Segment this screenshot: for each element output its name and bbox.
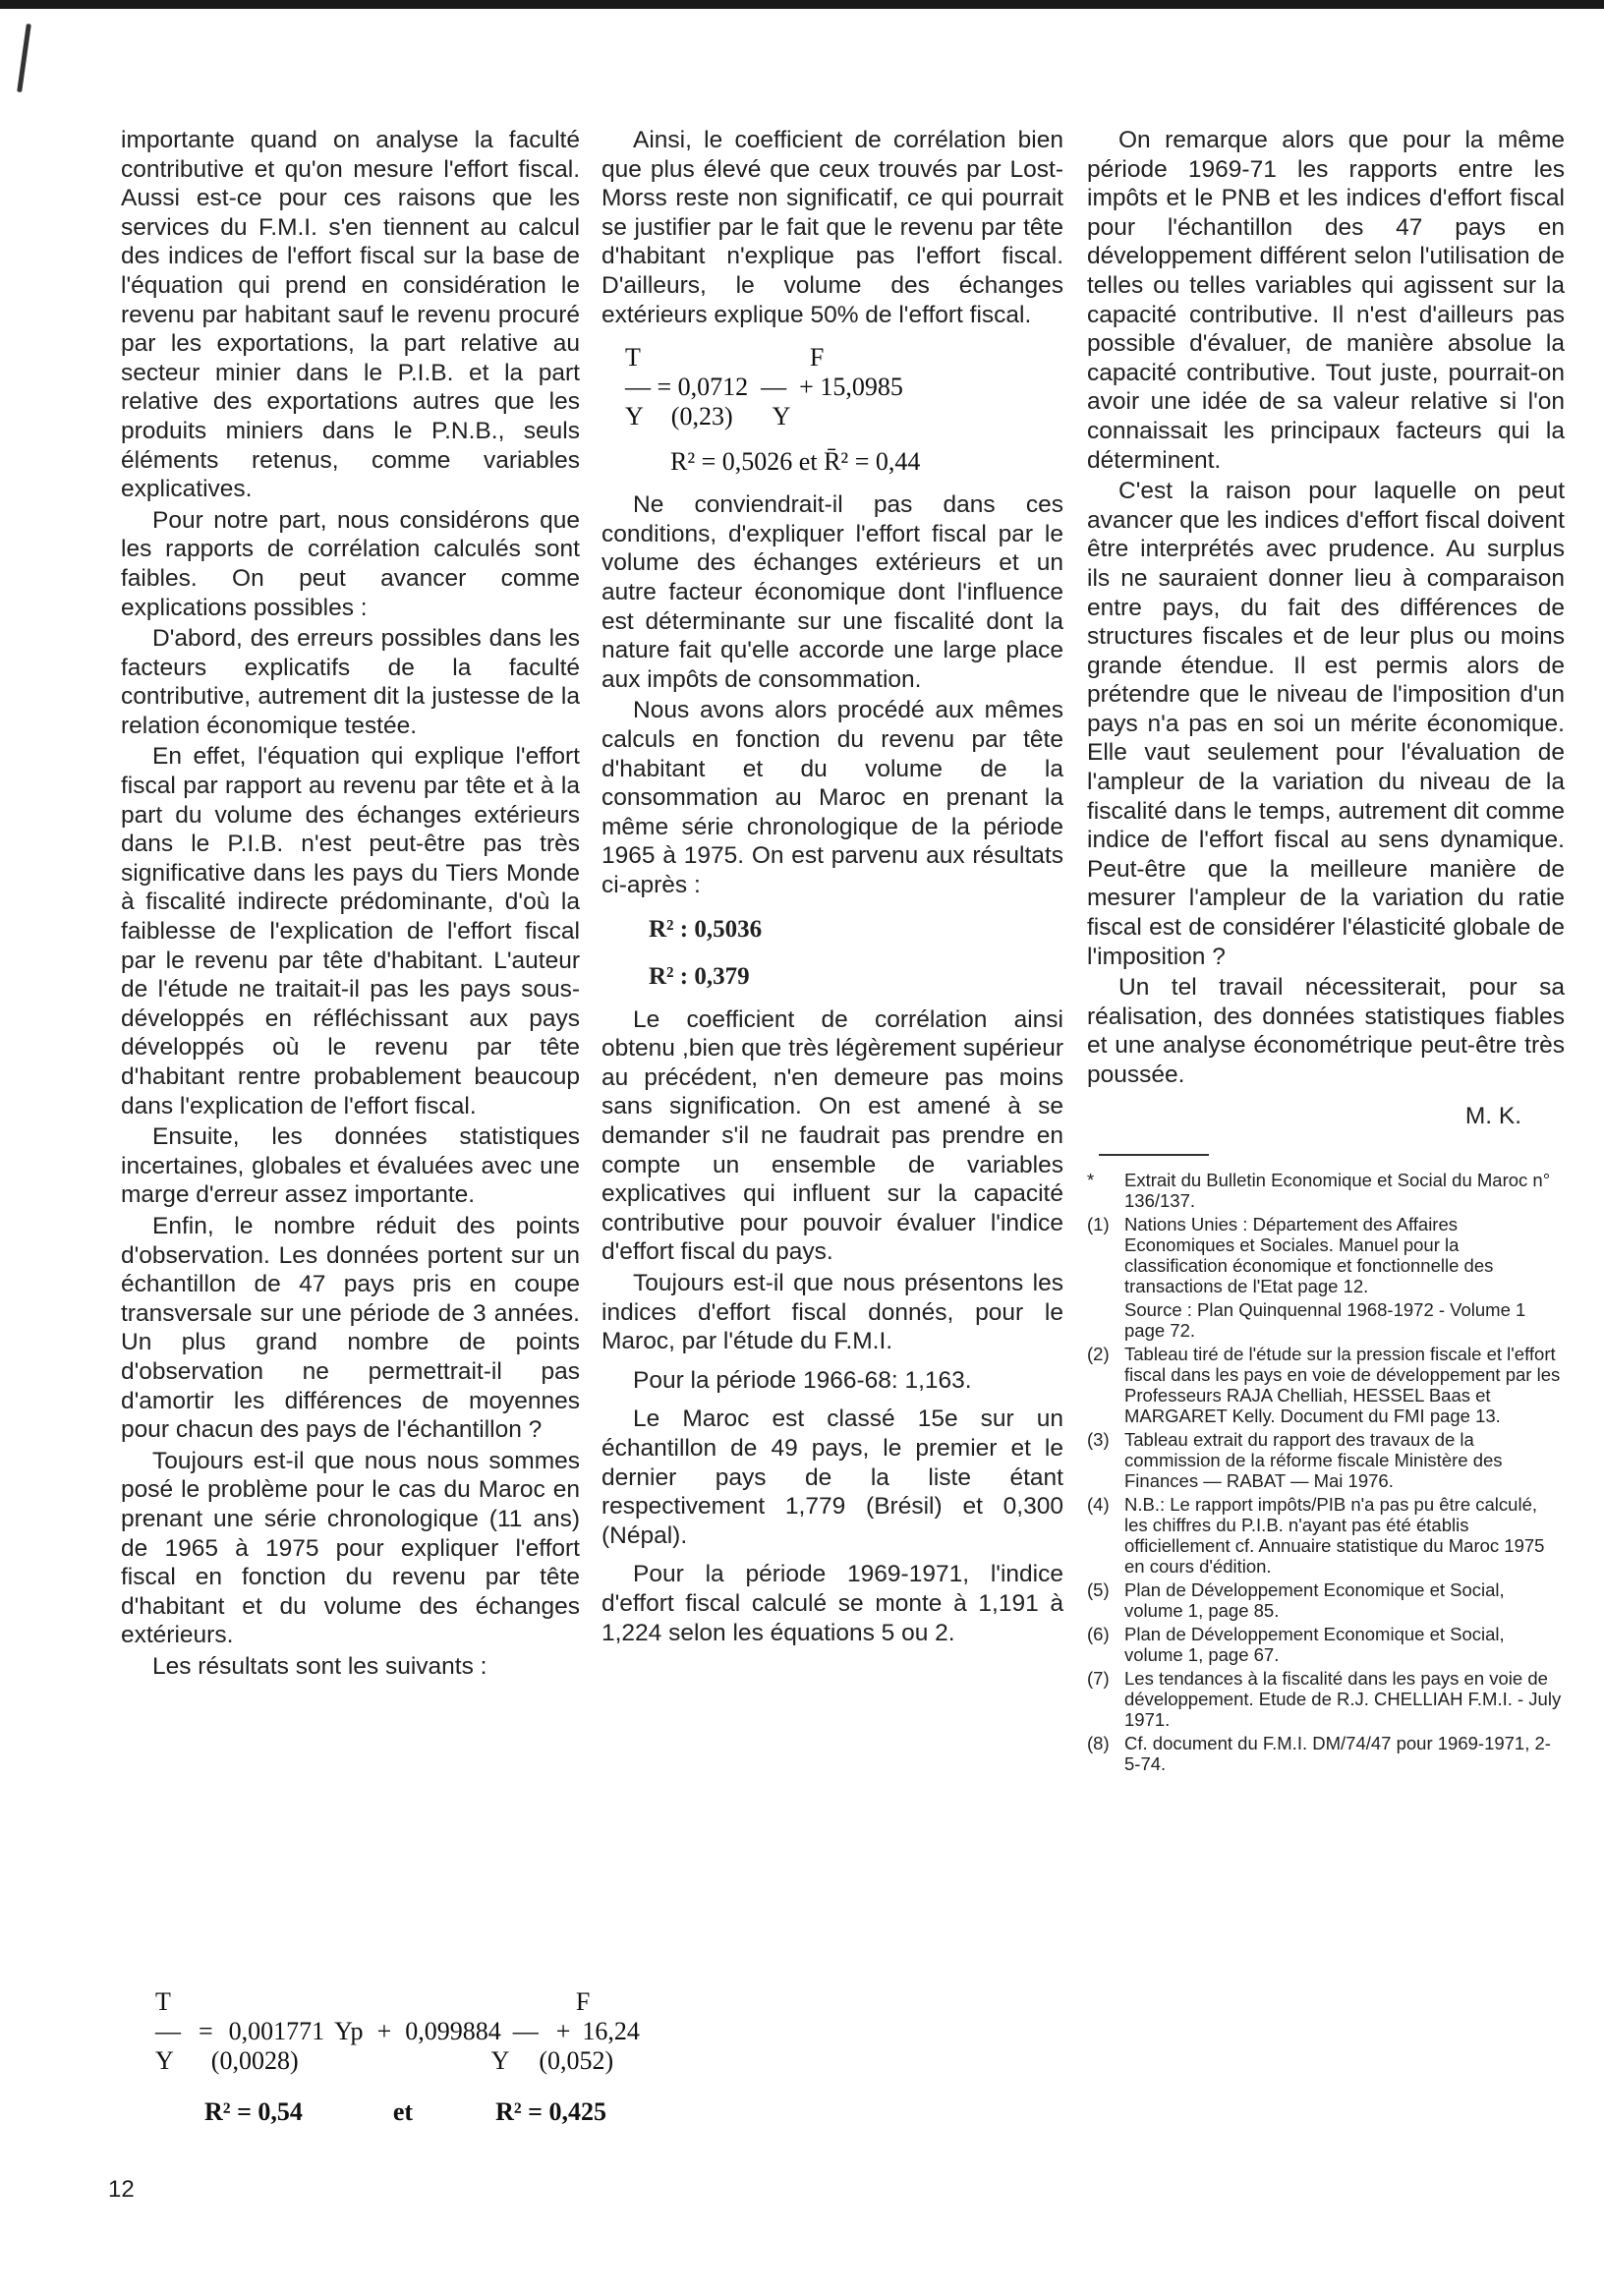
col2-paragraph-2: Ne conviendrait-il pas dans ces conditions, d'expliquer l'effort fiscal par le volume des échanges extérieurs et un autre facteur économique dont l'influence est déterminante sur une fiscalité dont la nature fait qu'elle accorde une large place aux impôts de consommation. [602,491,1063,693]
footnote-text: Plan de Développement Economique et Social, volume 1, page 67. [1124,1624,1505,1666]
eq-se-1: (0,0028) [210,2046,299,2075]
top-border [0,0,1604,9]
footnote-number: (4) [1087,1494,1110,1516]
footnote-number: * [1087,1170,1095,1191]
column-2 [602,126,1063,1647]
column-1 [121,126,580,1681]
eq-r2-1: R² = 0,54 [204,2097,303,2126]
footnote-text: Plan de Développement Economique et Social, volume 1, page 85. [1124,1579,1505,1622]
footnote-text: Tableau tiré de l'étude sur la pression fiscale et l'effort fiscal dans les pays en voie de développement par les Professeurs RAJA Chelliah, HESSEL Baas et MARGARET Kelly. Document du FMI page 13. [1124,1344,1561,1427]
col1-paragraph-4: En effet, l'équation qui explique l'effort fiscal par rapport au revenu par tête et à la part du volume des échanges extérieurs dans le P.I.B. n'est peut-être pas très significative dans les pays du Tiers Monde à fiscalité indirecte prédominante, d'où la faiblesse de l'explication de l'effort fiscal par le revenu par tête d'habitant. L'auteur de l'étude ne traitait-il pas les pays sous-développés en réfléchissant aux pays développés où le revenu par tête d'habitant rentre probablement beaucoup dans l'explication de l'effort fiscal. [121,743,580,1119]
col3-paragraph-1: On remarque alors que pour la même période 1969-71 les rapports entre les impôts et le PNB et les indices d'effort fiscal pour l'échantillon des 47 pays en développement différent selon l'utilisation de telles ou telles variables qui agissent sur la capacité contributive. Il n'est d'ailleurs pas possible d'évaluer, de manière absolue la capacité contributive. Tout juste, pourrait-on avoir une idée de sa valeur relative si l'on connaissait les principaux facteurs qui la déterminent. [1087,127,1565,474]
footnote-item [1087,1299,1565,1341]
col2-paragraph-1: Ainsi, le coefficient de corrélation bien que plus élevé que ceux trouvés par Lost-Morss reste non significatif, ce qui pourrait se justifier par le fait que le revenu par tête d'habitant n'explique pas l'effort fiscal. D'ailleurs, le volume des échanges extérieurs explique 50% de l'effort fiscal. [602,127,1063,328]
col2-r2-1: R² : 0,5036 [649,916,763,944]
footnote-number: (8) [1087,1733,1110,1754]
eq-se-2: (0,052) [539,2046,614,2075]
footnote-text: Source : Plan Quinquennal 1968-1972 - Volume 1 page 72. [1124,1299,1526,1342]
col2-paragraph-6: Pour la période 1966-68: 1,163. [633,1366,972,1394]
col1-paragraph-1: importante quand on analyse la faculté contributive et qu'on mesure l'effort fiscal. Aussi est-ce pour ces raisons que les services du F.M.I. s'en tiennent au calcul des indices de l'effort fiscal sur la base de l'équation qui prend en considération le revenu par habitant sauf le revenu procuré par les exportations, la part relative au secteur minier dans le P.I.B. et la part relative des exportations autres que les produits miniers dans le P.N.B., seuls éléments retenus, comme variables explicatives. [121,127,580,503]
footnote-number: (6) [1087,1624,1110,1645]
footnote-rule [1099,1154,1209,1156]
footnote-item [1087,1170,1565,1211]
footnote-item [1087,1344,1565,1426]
col2-eq-Y2: Y [772,402,791,431]
col1-paragraph-6: Enfin, le nombre réduit des points d'observation. Les données portent sur un échantillon de 47 pays pris en coupe transversale sur une période de 3 années. Un plus grand nombre de points d'observation ne permettrait-il pas d'amortir les différences de moyennes pour chacun des pays de l'échantillon ? [121,1212,580,1444]
eq-et: et [392,2097,414,2126]
page-number: 12 [108,2176,135,2203]
column-3 [1087,126,1565,1777]
footnote-item [1087,1214,1565,1296]
col2-eq-se: (0,23) [670,402,733,431]
col2-paragraph-3: Nous avons alors procédé aux mêmes calculs en fonction du revenu par tête d'habitant et du volume de la consommation au Maroc en prenant la même série chronologique de la période 1965 à 1975. On est parvenu aux résultats ci-après : [602,697,1063,898]
col1-paragraph-8: Les résultats sont les suivants : [152,1652,487,1680]
footnote-item [1087,1624,1565,1665]
footnote-number [1087,1299,1124,1341]
col1-paragraph-2: Pour notre part, nous considérons que les rapports de corrélation calculés sont faibles. On peut avancer comme explications possibles : [121,506,580,621]
col2-eq-line: — = 0,0712 — + 15,0985 [625,373,903,402]
eq-T: T [155,1987,171,2016]
footnote-text: Tableau extrait du rapport des travaux de la commission de la réforme fiscale Ministère des Finances — RABAT — Mai 1976. [1124,1429,1503,1492]
eq-plus-2: + [555,2017,571,2045]
eq-dash-2: — [512,2017,539,2045]
eq-coef-2: 0,099884 [405,2017,501,2045]
col2-eq-F: F [809,343,825,373]
footnote-item [1087,1733,1565,1774]
eq-plus-1: + [376,2017,392,2045]
col3-paragraph-3: Un tel travail nécessiterait, pour sa réalisation, des données statistiques fiables et une analyse économétrique peut-être très poussée. [1087,974,1565,1088]
col2-eq-r2: R² = 0,5026 et R̄² = 0,44 [670,447,921,477]
eq-dash: — [155,2017,181,2045]
main-equation [155,1987,745,2127]
col2-paragraph-7: Le Maroc est classé 15e sur un échantillon de 49 pays, le premier et le dernier pays de la liste étant respectivement 1,779 (Brésil) et 0,300 (Népal). [602,1406,1063,1549]
footnote-text: N.B.: Le rapport impôts/PIB n'a pas pu être calculé, les chiffres du P.I.B. n'ayant pas été établis officiellement cf. Annuaire statistique du Maroc 1975 en cours d'édition. [1124,1494,1545,1578]
col2-eq-Y: Y [625,402,644,431]
eq-r2-2: R² = 0,425 [495,2097,606,2126]
eq-Y2: Y [490,2046,510,2075]
scan-edge-mark [17,24,31,92]
col3-paragraph-2: C'est la raison pour laquelle on peut avancer que les indices d'effort fiscal doivent être interprétés avec prudence. Au surplus ils ne sauraient donner lieu à comparaison entre pays, du fait des différences de structures fiscales et de leur plus ou moins grande étendue. Il est permis alors de prétendre que le niveau de l'imposition d'un pays n'a pas en soi un mérite économique. Elle vaut seulement pour l'évaluation de l'ampleur de la variation du niveau de la fiscalité dans le temps, autrement dit comme indice de l'effort fiscal au sens dynamique. Peut-être que la meilleure manière de mesurer l'ampleur de la variation du ratie fiscal est de considérer l'élasticité globale de l'imposition ? [1087,478,1565,970]
footnote-number: (3) [1087,1429,1110,1451]
footnote-text: Extrait du Bulletin Economique et Social du Maroc n° 136/137. [1124,1170,1551,1212]
eq-coef-1: 0,001771 [228,2017,325,2045]
footnote-number: (5) [1087,1579,1110,1601]
footnote-text: Cf. document du F.M.I. DM/74/47 pour 1969-1971, 2-5-74. [1124,1733,1551,1775]
author-signature: M. K. [1464,1102,1521,1129]
footnote-number: (1) [1087,1214,1110,1235]
footnote-item [1087,1429,1565,1491]
footnotes [1087,1170,1565,1774]
col1-paragraph-5: Ensuite, les données statistiques incertaines, globales et évaluées avec une marge d'erreur assez importante. [121,1123,580,1209]
eq-yp: Yp [334,2017,364,2045]
col2-paragraph-4: Le coefficient de corrélation ainsi obtenu ,bien que très légèrement supérieur au précédent, n'en demeure pas moins sans signification. On est amené à se demander s'il ne faudrait pas prendre en compte un ensemble de variables explicatives qui influent sur la capacité contributive pour pouvoir évaluer l'indice d'effort fiscal du pays. [602,1005,1063,1266]
eq-F: F [575,1987,591,2016]
col2-r2-results [602,915,1063,991]
footnote-item [1087,1494,1565,1577]
col2-eq-T: T [625,343,641,373]
eq-coef-3: 16,24 [582,2017,640,2045]
col1-paragraph-3: D'abord, des erreurs possibles dans les facteurs explicatifs de la faculté contributive, autrement dit la justesse de la relation économique testée. [121,625,580,739]
col2-paragraph-5: Toujours est-il que nous présentons les indices d'effort fiscal donnés, pour le Maroc, par l'étude du F.M.I. [602,1270,1063,1355]
footnote-text: Nations Unies : Département des Affaires Economiques et Sociales. Manuel pour la classification économique et fonctionnelle des transactions de l'Etat page 12. [1124,1214,1494,1297]
eq-equals: = [199,2017,213,2045]
col1-paragraph-7: Toujours est-il que nous nous sommes posé le problème pour le cas du Maroc en prenant une série chronologique (11 ans) de 1965 à 1975 pour expliquer l'effort fiscal en fonction du revenu par tête d'habitant et du volume des échanges extérieurs. [121,1447,580,1649]
footnote-item [1087,1668,1565,1730]
footnote-number: (7) [1087,1668,1110,1690]
footnote-item [1087,1579,1565,1621]
col2-paragraph-8: Pour la période 1969-1971, l'indice d'effort fiscal calculé se monte à 1,191 à 1,224 selon les équations 5 ou 2. [602,1561,1063,1646]
footnote-text: Les tendances à la fiscalité dans les pays en voie de développement. Etude de R.J. CHELLIAH F.M.I. - July 1971. [1124,1668,1562,1731]
footnote-number: (2) [1087,1344,1110,1365]
col2-equation [625,343,1063,477]
col2-r2-2: R² : 0,379 [649,963,750,991]
eq-Y: Y [155,2046,174,2075]
